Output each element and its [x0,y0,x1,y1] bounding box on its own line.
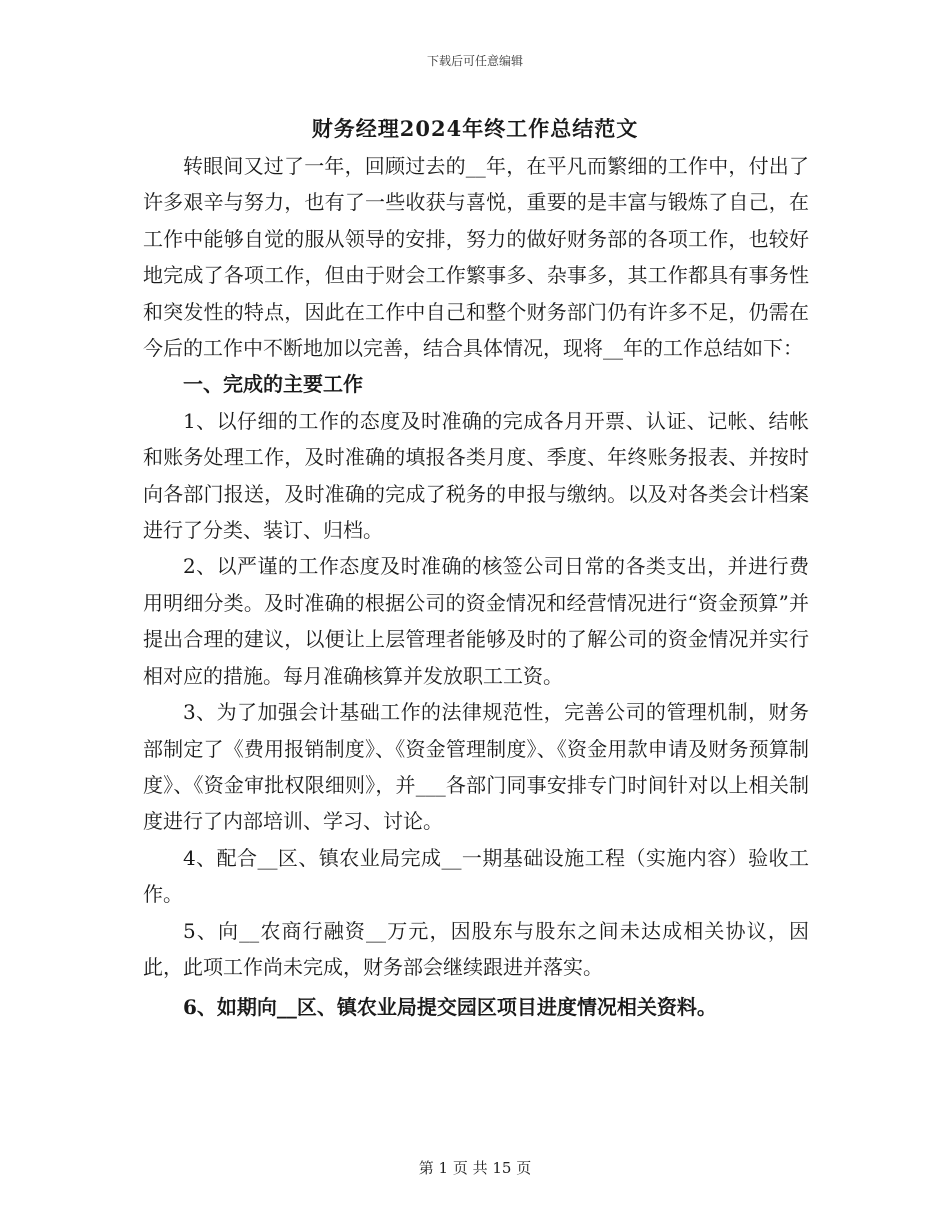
document-title: 财务经理2024年终工作总结范文 [311,116,639,141]
section-heading: 一、完成的主要工作 [183,372,363,397]
document-body [143,148,809,1026]
page-footer: 第 1 页 共 15 页 [418,1159,532,1177]
item-paragraph-6: 6、如期向__区、镇农业局提交园区项目进度情况相关资料。 [183,995,717,1020]
item-paragraph-4: 4、配合__区、镇农业局完成__一期基础设施工程（实施内容）验收工作。 [143,845,809,907]
item-paragraph-5: 5、向__农商行融资__万元，因股东与股东之间未达成相关协议，因此，此项工作尚未完成，财务部会继续跟进并落实。 [143,918,809,979]
item-paragraph-1: 1、以仔细的工作的态度及时准确的完成各月开票、认证、记帐、结帐和账务处理工作，及时准确的填报各类月度、季度、年终账务报表、并按时向各部门报送，及时准确的完成了税务的申报与缴纳。以及对各类会计档案进行了分类、装订、归档。 [143,408,809,543]
item-paragraph-2: 2、以严谨的工作态度及时准确的核签公司日常的各类支出，并进行费用明细分类。及时准确的根据公司的资金情况和经营情况进行“资金预算”并提出合理的建议，以便让上层管理者能够及时的了解公司的资金情况并实行相对应的措施。每月准确核算并发放职工工资。 [143,554,809,688]
intro-paragraph: 转眼间又过了一年，回顾过去的__年，在平凡而繁细的工作中，付出了许多艰辛与努力，也有了一些收获与喜悦，重要的是丰富与锻炼了自己，在工作中能够自觉的服从领导的安排，努力的做好财务部的各项工作，也较好地完成了各项工作，但由于财会工作繁事多、杂事多，其工作都具有事务性和突发性的特点，因此在工作中自己和整个财务部门仍有许多不足，仍需在今后的工作中不断地加以完善，结合具体情况，现将__年的工作总结如下： [143,154,809,361]
item-paragraph-3: 3、为了加强会计基础工作的法律规范性，完善公司的管理机制，财务部制定了《费用报销制度》、《资金管理制度》、《资金用款申请及财务预算制度》、《资金审批权限细则》，并___各部门同事安排专门时间针对以上相关制度进行了内部培训、学习、讨论。 [143,700,809,834]
header-note: 下载后可任意编辑 [426,54,523,68]
